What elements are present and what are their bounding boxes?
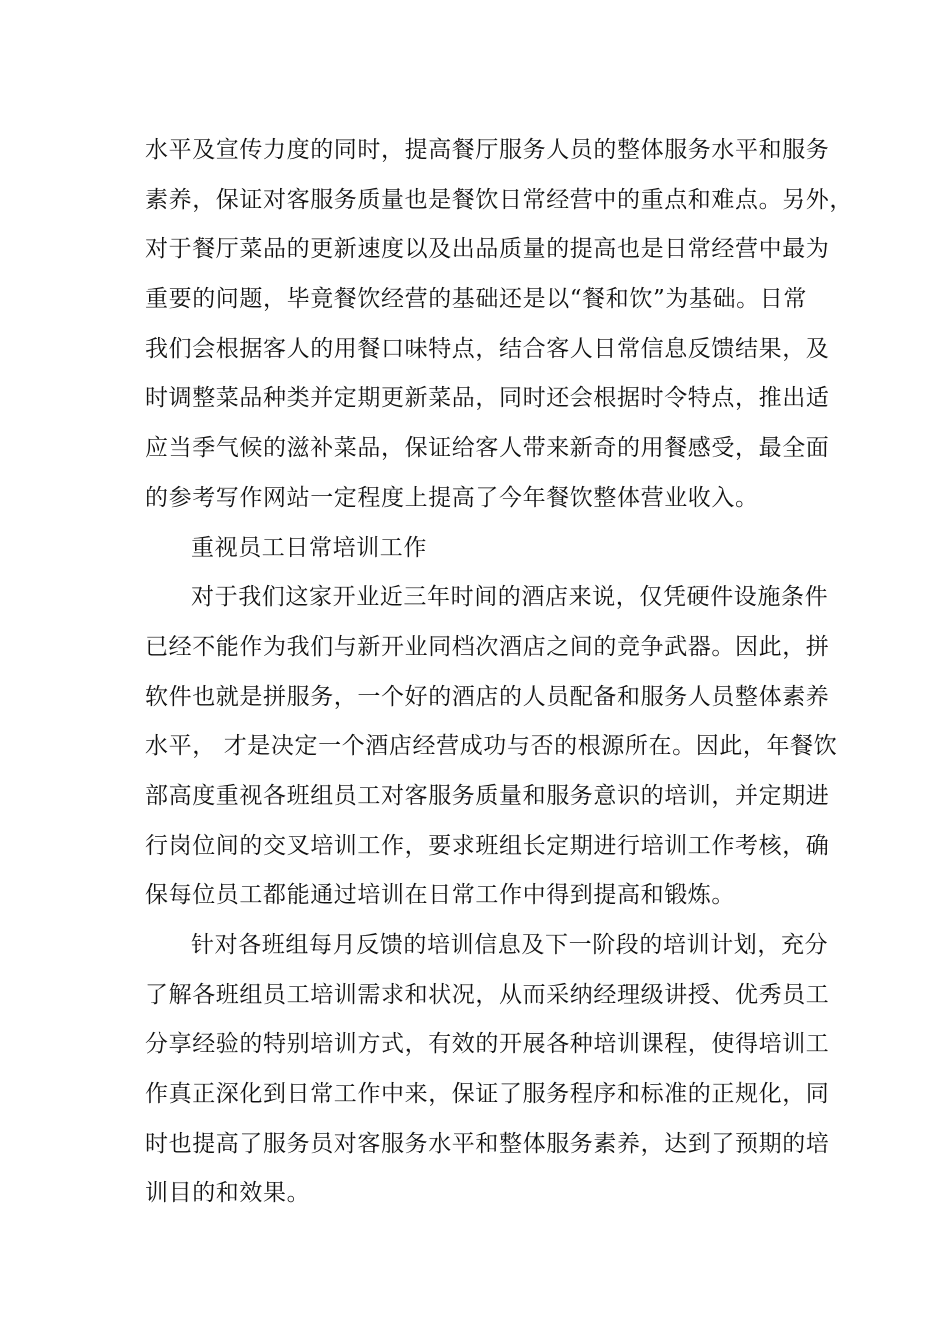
heading-text: 重视员工日常培训工作 <box>191 534 427 561</box>
text-line: 了解各班组员工培训需求和状况，从而采纳经理级讲授、优秀员工 <box>145 981 830 1008</box>
text-line: 时调整菜品种类并定期更新菜品，同时还会根据时令特点，推出适 <box>145 385 830 412</box>
text-line: 部高度重视各班组员工对客服务质量和服务意识的培训，并定期进 <box>145 782 830 809</box>
text-line: 训目的和效果。 <box>145 1180 311 1207</box>
text-line: 对于餐厅菜品的更新速度以及出品质量的提高也是日常经营中最为 <box>145 236 830 263</box>
text-line: 软件也就是拼服务，一个好的酒店的人员配备和服务人员整体素养 <box>145 683 830 710</box>
text-line: 水平， 才是决定一个酒店经营成功与否的根源所在。因此，年餐饮 <box>145 733 838 760</box>
text-line: 的参考写作网站一定程度上提高了今年餐饮整体营业收入。 <box>145 484 759 511</box>
paragraph-1 <box>145 126 853 524</box>
text-line: 已经不能作为我们与新开业同档次酒店之间的竞争武器。因此，拼 <box>145 633 830 660</box>
text-line: 分享经验的特别培训方式，有效的开展各种培训课程，使得培训工 <box>145 1031 830 1058</box>
text-line: 作真正深化到日常工作中来，保证了服务程序和标准的正规化，同 <box>145 1081 830 1108</box>
text-line: 行岗位间的交叉培训工作，要求班组长定期进行培训工作考核，确 <box>145 832 830 859</box>
text-line: 水平及宣传力度的同时，提高餐厅服务人员的整体服务水平和服务 <box>145 137 830 163</box>
paragraph-2 <box>145 573 838 921</box>
text-line: 我们会根据客人的用餐口味特点，结合客人日常信息反馈结果，及 <box>145 335 830 362</box>
text-line: 对于我们这家开业近三年时间的酒店来说，仅凭硬件设施条件 <box>191 584 829 611</box>
document-body <box>145 126 853 1219</box>
section-heading <box>145 524 810 574</box>
text-line: 重要的问题，毕竟餐饮经营的基础还是以“餐和饮”为基础。日常 <box>145 286 807 313</box>
text-line: 素养，保证对客服务质量也是餐饮日常经营中的重点和难点。另外， <box>145 186 853 213</box>
text-line: 保每位员工都能通过培训在日常工作中得到提高和锻炼。 <box>145 882 735 909</box>
text-line: 应当季气候的滋补菜品，保证给客人带来新奇的用餐感受，最全面 <box>145 435 830 462</box>
text-line: 时也提高了服务员对客服务水平和整体服务素养，达到了预期的培 <box>145 1130 830 1157</box>
text-line: 针对各班组每月反馈的培训信息及下一阶段的培训计划，充分 <box>191 932 829 958</box>
paragraph-3 <box>145 921 830 1219</box>
